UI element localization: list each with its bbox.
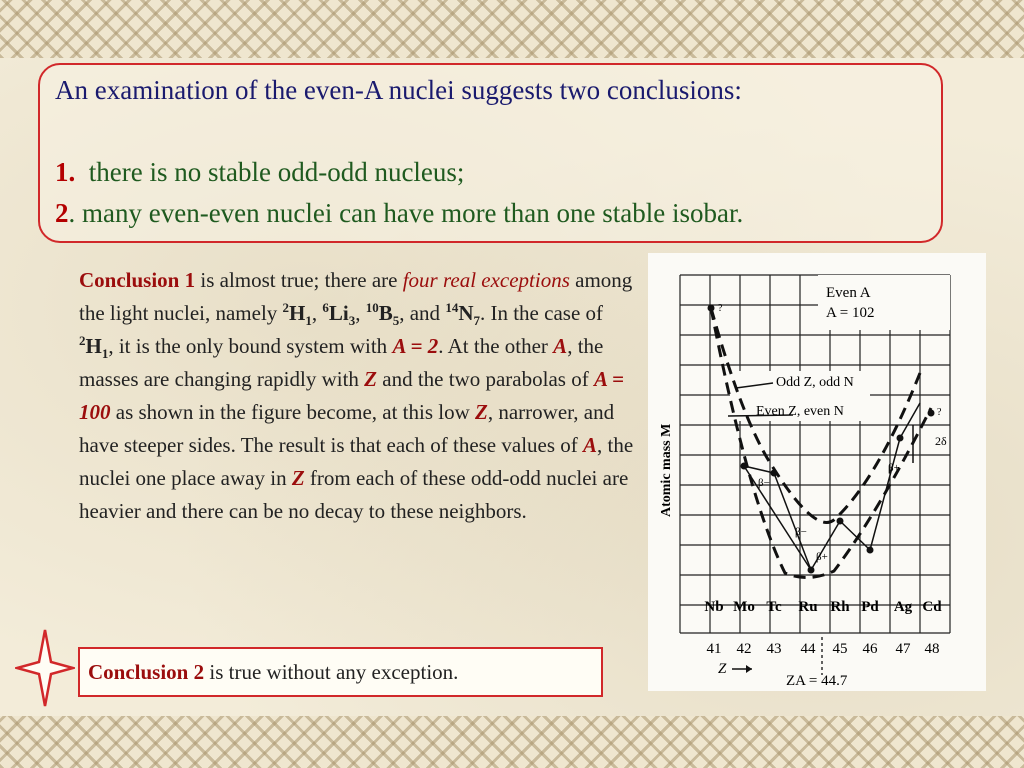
text-run: . In the case of	[479, 301, 604, 325]
nuclide-b10: $^{10}B_5$	[365, 300, 400, 329]
item-number: 1.	[55, 157, 76, 187]
element-cd: Cd	[922, 599, 942, 615]
two-delta-label: 2δ	[935, 434, 947, 448]
text-run: ,	[355, 301, 366, 325]
element-labels	[704, 599, 942, 615]
element-nb: Nb	[704, 599, 724, 615]
y-axis-label: Atomic mass M	[659, 423, 674, 517]
nuclide-h2: $^2H_1$	[282, 300, 312, 329]
element-rh: Rh	[830, 599, 850, 615]
legend-title-1: Even A	[826, 285, 871, 301]
text-run: , narrower, and have steeper sides. The result is that each of these values of	[79, 400, 615, 457]
text-run: among the light nuclei, namely	[79, 268, 633, 325]
element-ru: Ru	[798, 599, 818, 615]
z-tick: 48	[924, 641, 940, 657]
beta-plus-label: β+	[888, 462, 900, 474]
text-emphasis: Z	[475, 400, 488, 424]
text-emphasis: A	[583, 433, 598, 457]
text-run: . At the other	[438, 334, 554, 358]
beta-plus-label: β+	[816, 551, 828, 563]
text-run: is almost true; there are	[195, 268, 403, 292]
conclusion-2-body: is true without any exception.	[204, 660, 459, 684]
z-tick: 43	[766, 641, 782, 657]
header-intro: An examination of the even-A nuclei suggests two conclusions:	[55, 75, 742, 105]
nuclide-n14: $^{14}N_7$	[445, 300, 480, 329]
even-even-label: Even Z, even N	[756, 404, 844, 419]
item-number: 2	[55, 198, 69, 228]
element-mo: Mo	[733, 599, 755, 615]
element-tc: Tc	[766, 599, 782, 615]
parabola-figure	[648, 253, 986, 691]
four-point-star-icon	[15, 628, 75, 708]
decorative-top-border	[0, 0, 1024, 58]
z-tick: 44	[800, 641, 816, 657]
figure-svg	[648, 253, 986, 691]
nuclide-points	[708, 305, 935, 574]
z-axis-label: Z	[718, 661, 727, 677]
text-run: and the two parabolas of	[377, 367, 594, 391]
z-tick: 42	[736, 641, 752, 657]
z-tick: 46	[862, 641, 878, 657]
conclusion-item-2	[55, 193, 935, 234]
text-run: , the nuclei one place away in	[79, 433, 634, 490]
z-tick: 41	[706, 641, 722, 657]
text-run: , the masses are changing rapidly with	[79, 334, 604, 391]
z-tick: 45	[832, 641, 848, 657]
legend-bg	[818, 275, 950, 330]
text-emphasis: A = 100	[79, 367, 625, 424]
conclusion-1-paragraph	[79, 264, 639, 528]
element-ag: Ag	[893, 599, 913, 615]
nuclide-h2: $^2H_1$	[79, 333, 109, 362]
text-run: ,	[311, 301, 323, 325]
text-run: from each of these odd-odd nuclei are heavier and there can be no decay to these neighbors.	[79, 466, 629, 523]
text-emphasis: Z	[364, 367, 377, 391]
text-emphasis: Z	[291, 466, 305, 490]
element-pd: Pd	[861, 599, 879, 615]
question-mark-left: ?	[718, 303, 723, 314]
za-label: ZA = 44.7	[786, 673, 848, 689]
text-emphasis: four real exceptions	[402, 268, 570, 292]
text-emphasis: A = 2	[392, 334, 439, 358]
conclusion-2-label: Conclusion 2	[88, 660, 205, 684]
decorative-bottom-border	[0, 716, 1024, 768]
text-run: , and	[399, 301, 446, 325]
odd-odd-label: Odd Z, odd N	[776, 375, 854, 390]
beta-minus-label: β−	[758, 477, 770, 489]
legend-title-2: A = 102	[826, 305, 875, 321]
conclusion-1-label: Conclusion 1	[79, 268, 196, 292]
text-run: as shown in the figure become, at this low	[110, 400, 476, 424]
conclusion-item-1	[55, 152, 935, 193]
text-run: , it is the only bound system with	[108, 334, 393, 358]
item-text: there is no stable odd-odd nucleus;	[88, 157, 465, 187]
item-text: . many even-even nuclei can have more than one stable isobar.	[68, 198, 744, 228]
question-mark-right: ?	[937, 407, 942, 418]
z-tick: 47	[895, 641, 911, 657]
conclusion-2-text	[88, 659, 598, 685]
nuclide-li6: $^6Li_3$	[322, 300, 356, 329]
header-text-block	[55, 70, 935, 234]
text-emphasis: A	[553, 334, 568, 358]
beta-minus-label: β−	[795, 526, 807, 538]
